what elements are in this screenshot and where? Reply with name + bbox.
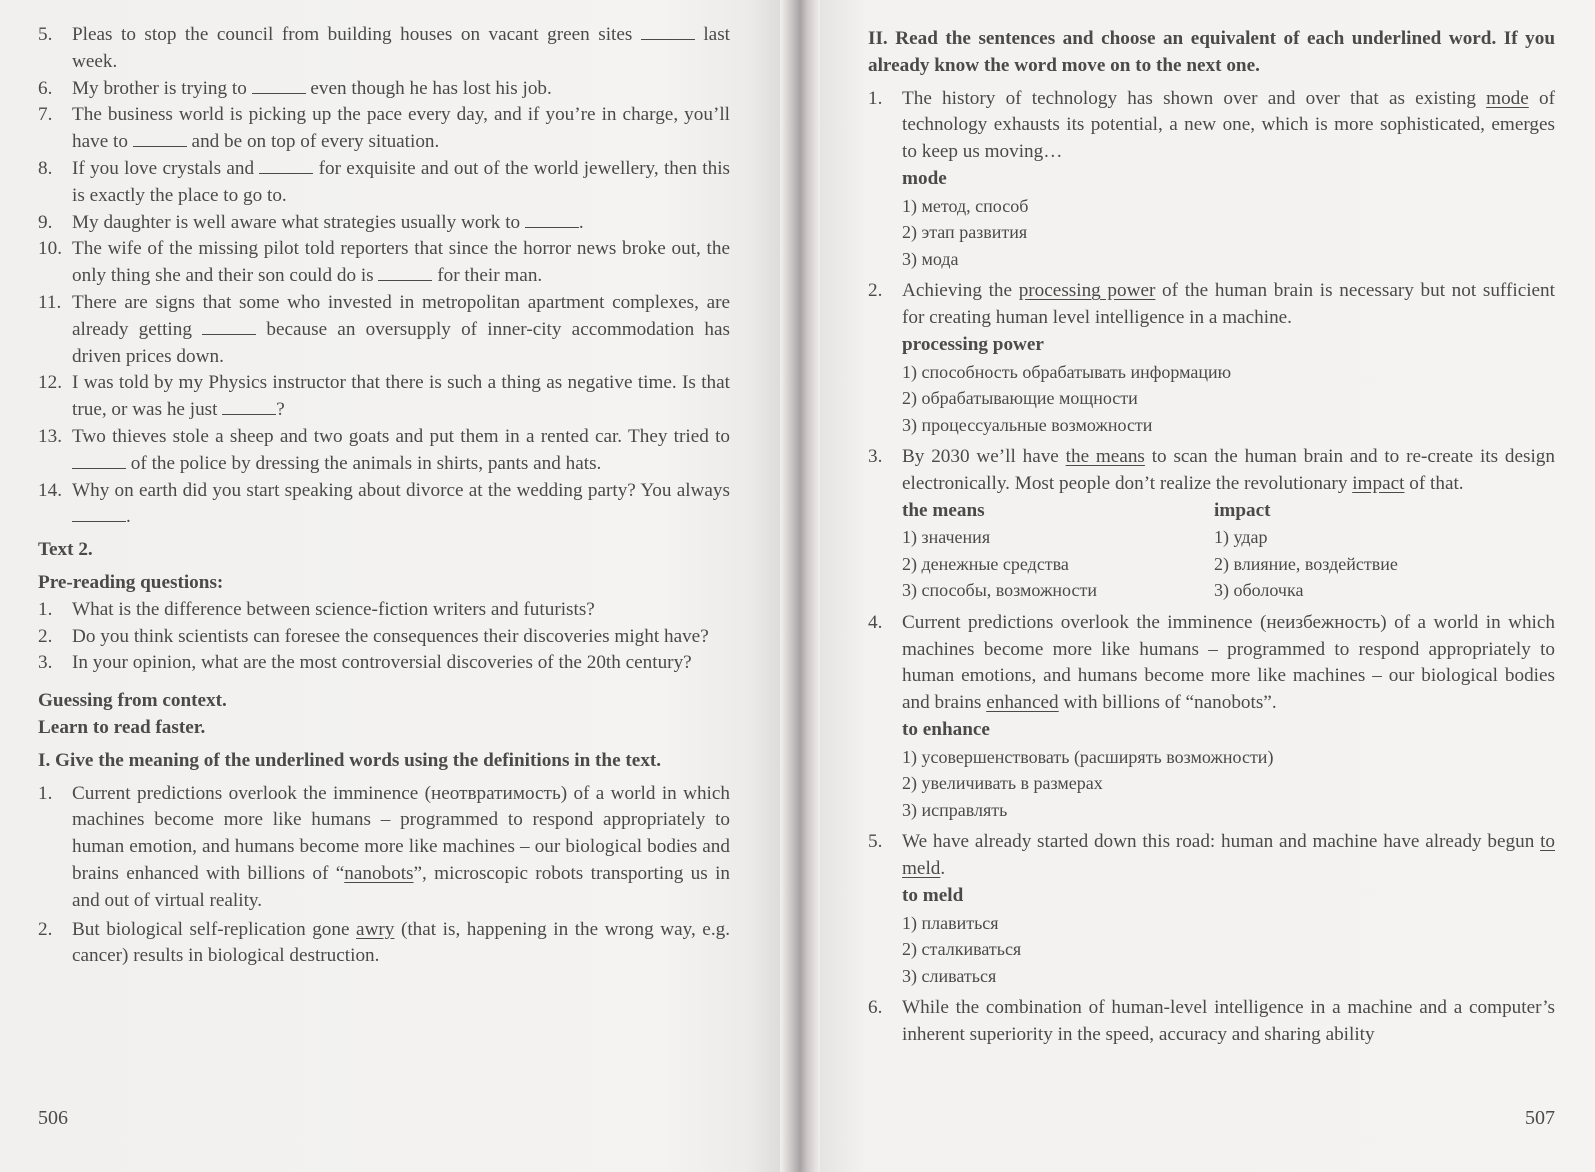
- question-item: [38, 650, 730, 677]
- question-text: In your opinion, what are the most controversial discoveries of the 20th century?: [72, 652, 692, 674]
- answer-blank: [222, 401, 276, 415]
- exercise-item: [38, 370, 730, 424]
- option-list: [868, 910, 1555, 990]
- exercise-item: [38, 22, 730, 76]
- exercise-item: [38, 210, 730, 237]
- item-number: 3.: [868, 446, 883, 468]
- option: 2) обрабатывающие мощности: [902, 388, 1138, 409]
- question-text: Do you think scientists can foresee the consequences their discoveries might have?: [72, 625, 709, 647]
- item-text: Current predictions overlook the imminence (неизбежность) of a world in which machines become more like humans – programmed to respond appropriately to human emotions, and humans become more like machines – our biological bodies and brains enhanced with billions of “nanobots”.: [902, 611, 1555, 714]
- option: 2) этап развития: [902, 222, 1028, 243]
- item-number: 13.: [38, 425, 62, 447]
- exercise-item-1: [868, 86, 1555, 166]
- item-number: 2.: [868, 280, 883, 302]
- answer-blank: [202, 321, 256, 335]
- exercise-item: [38, 236, 730, 290]
- item-text: I was told by my Physics instructor that there is such a thing as negative time. Is that true, or was he just ?: [72, 372, 730, 421]
- item-text: While the combination of human-level intelligence in a machine and a computer’s inherent superiority in the speed, accuracy and sharing ability: [902, 997, 1555, 1045]
- option-list: [868, 359, 1555, 439]
- item-text: Why on earth did you start speaking about divorce at the wedding party? You always .: [72, 479, 730, 528]
- item-text: Pleas to stop the council from building houses on vacant green sites last week.: [72, 24, 730, 72]
- item-text: There are signs that some who invested in metropolitan apartment complexes, are already getting because an oversupply of inner-city accommodation has driven prices down.: [72, 291, 731, 367]
- answer-blank: [72, 455, 126, 469]
- question-item: [38, 624, 730, 651]
- item-text: My brother is trying to even though he has lost his job.: [72, 77, 552, 99]
- page-number-right: 507: [1525, 1107, 1555, 1129]
- option: 3) оболочка: [1214, 580, 1304, 601]
- underlined-word: processing power: [1018, 280, 1156, 302]
- item-number: 2.: [38, 625, 53, 647]
- text-heading: Text 2.: [38, 539, 93, 561]
- option: 2) влияние, воздействие: [1214, 553, 1398, 574]
- exercise-item: [38, 76, 730, 103]
- answer-blank: [252, 80, 306, 94]
- item-text: If you love crystals and for exquisite and out of the world jewellery, then this is exactly the place to go to.: [72, 157, 730, 206]
- answer-blank: [133, 133, 187, 147]
- item-number: 1.: [38, 598, 53, 620]
- item-text: We have already started down this road: human and machine have already begun to meld.: [902, 831, 1555, 880]
- question-text: What is the difference between science-fiction writers and futurists?: [72, 598, 595, 620]
- item-number: 6.: [38, 77, 53, 99]
- item-number: 6.: [868, 997, 883, 1019]
- book-gutter: [780, 0, 820, 1172]
- option: 2) увеличивать в размерах: [902, 773, 1103, 794]
- item-text: Current predictions overlook the imminence (неотвратимость) of a world in which machines become more like humans – programmed to respond appropriately to human emotion, and humans become more like machines – our biological bodies and brains enhanced with billions of “nanobots”, microscopic robots transporting us in and out of virtual reality.: [72, 782, 731, 911]
- task-two-heading: II. Read the sentences and choose an equivalent of each underlined word. If you already know the word move on to the next one.: [868, 28, 1555, 76]
- term-processing-power: processing power: [902, 333, 1044, 355]
- fill-in-exercise: [38, 22, 730, 531]
- underlined-word: enhanced: [986, 692, 1059, 714]
- exercise-item: [38, 290, 730, 370]
- item-number: 2.: [38, 918, 53, 940]
- learn-heading: Learn to read faster.: [38, 716, 206, 738]
- item-text: By 2030 we’ll have the means to scan the human brain and to re-create its design electronically. Most people don’t realize the revolutionary impact of that.: [902, 446, 1555, 494]
- underlined-word: mode: [1486, 87, 1529, 109]
- exercise-item-3: [868, 444, 1555, 498]
- underlined-word: impact: [1352, 472, 1405, 494]
- underlined-word: nanobots: [344, 862, 414, 884]
- term-impact: impact: [1214, 499, 1271, 521]
- option: 3) мода: [902, 248, 959, 269]
- item-text: The history of technology has shown over and over that as existing mode of technology exhausts its potential, a new one, which is more sophisticated, emerges to keep us moving…: [902, 87, 1555, 163]
- option: 2) денежные средства: [902, 553, 1069, 574]
- item-number: 9.: [38, 211, 53, 233]
- term-mode: mode: [902, 167, 947, 189]
- item-text: My daughter is well aware what strategies usually work to .: [72, 211, 584, 233]
- term-to-meld: to meld: [902, 884, 964, 906]
- right-column: [868, 26, 1555, 1049]
- task-item: [38, 781, 730, 915]
- option: 3) сливаться: [902, 965, 997, 986]
- answer-blank: [641, 26, 695, 40]
- right-page: [820, 0, 1595, 1172]
- item-number: 5.: [38, 24, 53, 45]
- option: 3) процессуальные возможности: [902, 414, 1153, 435]
- option-list: [868, 193, 1555, 273]
- answer-blank: [378, 267, 432, 281]
- answer-blank: [525, 214, 579, 228]
- task-item: [38, 917, 730, 971]
- option: 2) сталкиваться: [902, 939, 1022, 960]
- exercise-item-5: [868, 829, 1555, 883]
- item-number: 4.: [868, 611, 883, 633]
- item-text: Two thieves stole a sheep and two goats and put them in a rented car. They tried to of the police by dressing the animals in shirts, pants and hats.: [72, 425, 730, 474]
- item-number: 5.: [868, 831, 883, 853]
- item-text: Achieving the processing power of the human brain is necessary but not sufficient for creating human level intelligence in a machine.: [902, 280, 1555, 329]
- page-number-left: 506: [38, 1107, 68, 1129]
- item-number: 8.: [38, 157, 53, 179]
- option: 1) удар: [1214, 527, 1268, 548]
- exercise-item: [38, 478, 730, 532]
- underlined-word: awry: [356, 918, 395, 940]
- option: 1) плавиться: [902, 912, 999, 933]
- answer-blank: [72, 508, 126, 522]
- option: 3) способы, возможности: [902, 580, 1097, 601]
- exercise-item: [38, 102, 730, 156]
- option: 1) способность обрабатывать информацию: [902, 361, 1232, 382]
- item-number: 12.: [38, 372, 62, 394]
- underlined-word: to meld: [902, 831, 1555, 880]
- term-the-means: the means: [902, 499, 985, 521]
- option: 1) усовершенствовать (расширять возможности): [902, 746, 1274, 767]
- prereading-questions: [38, 597, 730, 677]
- option-list: [868, 744, 1555, 824]
- exercise-item: [38, 424, 730, 478]
- option-grid: [868, 498, 1555, 604]
- question-item: [38, 597, 730, 624]
- prereading-heading: Pre-reading questions:: [38, 571, 224, 593]
- exercise-item-6: [868, 995, 1555, 1049]
- exercise-item: [38, 156, 730, 210]
- left-column: [38, 22, 730, 970]
- item-number: 1.: [38, 782, 53, 804]
- item-number: 3.: [38, 652, 53, 674]
- item-text: But biological self-replication gone awry (that is, happening in the wrong way, e.g. cancer) results in biological destruction.: [72, 918, 731, 967]
- term-to-enhance: to enhance: [902, 718, 990, 740]
- task-one-heading: I. Give the meaning of the underlined words using the definitions in the text.: [38, 749, 662, 771]
- item-text: The business world is picking up the pace every day, and if you’re in charge, you’ll have to and be on top of every situation.: [72, 104, 730, 153]
- guessing-heading: Guessing from context.: [38, 690, 227, 712]
- item-number: 1.: [868, 87, 883, 109]
- option: 3) исправлять: [902, 799, 1008, 820]
- option: 1) метод, способ: [902, 195, 1029, 216]
- item-number: 10.: [38, 238, 62, 260]
- item-text: The wife of the missing pilot told reporters that since the horror news broke out, the only thing she and their son could do is for their man.: [72, 238, 730, 287]
- left-page: [0, 0, 780, 1172]
- answer-blank: [259, 160, 313, 174]
- underlined-word: the means: [1065, 446, 1145, 468]
- exercise-item-2: [868, 278, 1555, 332]
- task-one-items: [38, 781, 730, 971]
- exercise-item-4: [868, 610, 1555, 717]
- item-number: 7.: [38, 104, 53, 126]
- item-number: 11.: [38, 291, 62, 313]
- option: 1) значения: [902, 527, 991, 548]
- item-number: 14.: [38, 479, 62, 501]
